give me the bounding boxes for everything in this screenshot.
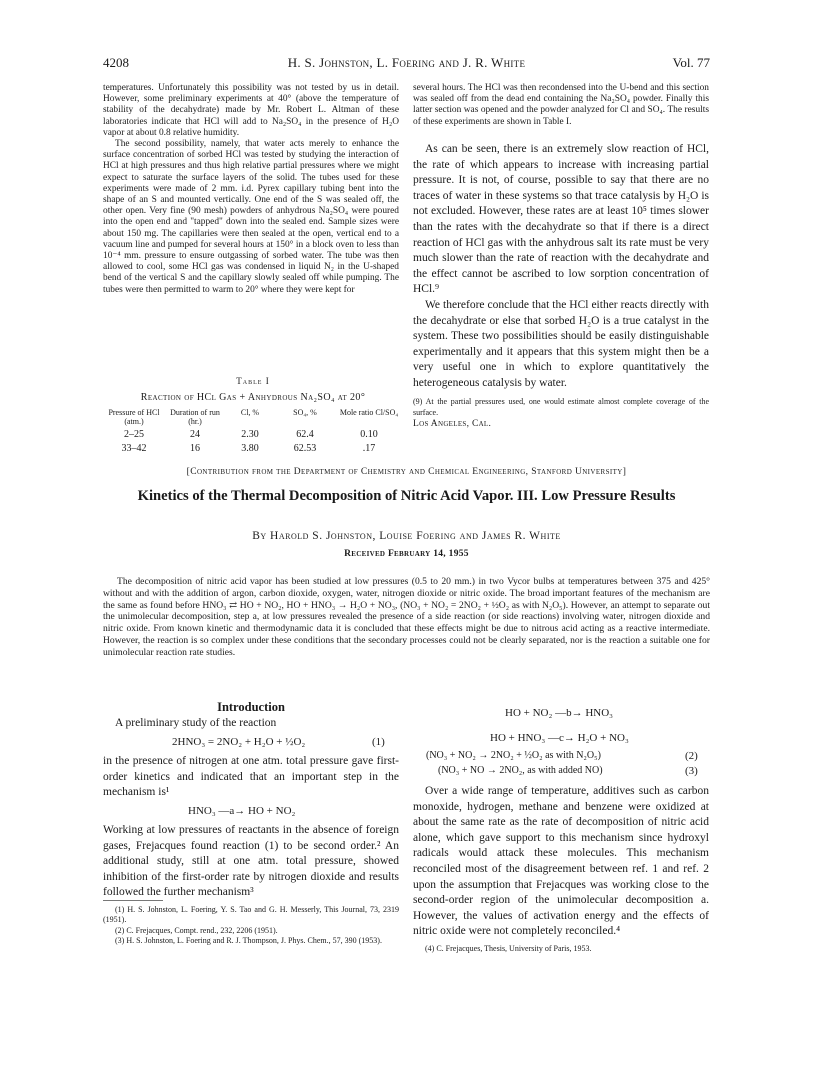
abstract: The decomposition of nitric acid vapor has been studied at low pressures (0.5 to 20 mm.) in two Vycor bulbs at temperatures between 375 and 425° without and with the addition of argon, carbon dioxide, oxygen, water, nitrogen dioxide or nitric oxide. The broad important features of the mechanism are the same as found before HNO₃ ⇄ HO + NO₂, HO + HNO₃ → H₂O + NO₃, (NO₃ + NO₂ = 2NO₂ + ½O₂ as with N₂O₅). However, an attempt to separate out the unimolecular decomposition, step a, at low pressures revealed the presence of a side reaction (or side reactions) involving water, nitrogen dioxide and nitric oxide. From known kinetic and thermodynamic data it is concluded that these effects might be due to nitrous acid acting as a reactive intermediate. However, the reaction is so complex under these conditions that the secondary processes could not be clearly separated, nor is the reaction a suitable one for unimolecular reaction rate studies. [103,576,710,658]
table-row [103,429,403,440]
paragraph: several hours. The HCl was then recondensed into the U-bend and this section was sealed off from the dead end containing the Na₂SO₄ powder. Finally this latter section was opened and the powder analyzed for Cl and SO₄. The results of these experiments are shown in Table I. [413,83,709,127]
volume-label: Vol. 77 [672,55,710,70]
table-cell: 33–42 [121,443,147,454]
equation-number: (2) [685,750,698,762]
footnote: (2) C. Frejacques, Compt. rend., 232, 2206 (1951). [115,925,278,935]
table-header-cell: Mole ratio Cl/SO₄ [339,408,399,417]
contribution-line: [Contribution from the Department of Chemistry and Chemical Engineering, Stanford University] [186,467,627,477]
right-column-body [413,142,709,392]
intro-lead [103,716,399,732]
table-row [103,443,403,454]
footnote: (4) C. Frejacques, Thesis, University of Paris, 1953. [425,944,592,953]
footnote: (1) H. S. Johnston, L. Foering, Y. S. Tao and G. H. Messerly, This Journal, 73, 2319 (1951). [103,905,399,925]
equation-3: (NO₃ + NO → 2NO₂, as with added NO) [438,765,603,776]
running-title: H. S. Johnston, L. Foering and J. R. White [287,55,526,70]
footnote: (9) At the partial pressures used, one would estimate almost complete coverage of the surface. [413,397,709,417]
intro-body-1 [103,754,399,801]
intro-body-2 [103,823,399,901]
article-title: Kinetics of the Thermal Decomposition of Nitric Acid Vapor. III. Low Pressure Results [137,488,676,504]
location-line: Los Angeles, Cal. [413,419,492,429]
author-line: By Harold S. Johnston, Louise Foering and James R. White [252,530,561,542]
equation-a: HNO₃ —a→ HO + NO₂ [188,805,296,817]
table-cell: 62.4 [296,429,314,440]
paragraph: Over a wide range of temperature, additives such as carbon monoxide, hydrogen, methane and benzene were oxidized at about the same rate as the rate of decomposition of nitric acid alone, which gave support to this mechanism since hydroxyl radicals would attack these molecules. This mechanism reconciled most of the disagreement between ref. 1 and ref. 2 upon the assumption that Frejacques was working close to the second-order region of the unimolecular decomposition a. However, the values of activation energy and the effects of nitric oxide were not completely reconciled.⁴ [413,785,709,938]
paragraph: The second possibility, namely, that water acts merely to enhance the surface concentration of sorbed HCl was tested by studying the interaction of HCl at high pressures and thus high relative partial pressures where we might expect to saturate the surface layers of the solid. The tubes used for these experiments were made of 2 mm. i.d. Pyrex capillary tubing bent into the shape of an S and mounted vertically. One end of the S was sealed off, the other open. Very fine (90 mesh) powders of anhydrous Na₂SO₄ were poured into the open end and "tapped" down into the sealed end. Sample sizes were about 150 mg. The capillaries were then sealed at the open, vertical end to a vacuum line and pumped for several hours at 150° in a block oven to less than 10⁻⁴ mm. pressure to ensure outgassing of sorbed water. The tube was then allowed to cool, some HCl gas was condensed in liquid N₂ in the U-shaped bend of the vertical S and the capillary slowly sealed off while pumping. The tubes were then permitted to warm to 20° where they were kept for [103,139,399,295]
paragraph: in the presence of nitrogen at one atm. total pressure gave first-order kinetics and indicated that an important step in the mechanism is¹ [103,755,399,799]
footnote: (3) H. S. Johnston, L. Foering and R. J. Thompson, J. Phys. Chem., 57, 390 (1953). [115,936,382,946]
table-cell: 24 [190,429,200,440]
section-heading: Introduction [217,700,285,714]
right-column-top [413,83,709,128]
intro-footnotes [103,905,399,947]
paragraph: A preliminary study of the reaction [115,717,277,729]
table-cell: 2.30 [241,429,259,440]
table-cell: .17 [362,443,376,454]
table-header-cell: SO₄, % [293,408,317,417]
paragraph: As can be seen, there is an extremely slow reaction of HCl, the rate of which appears to increase with increasing partial pressure. It is not, of course, possible to say that there are no traces of water in these systems so that trace catalysis by H₂O is not excluded. However, these rates are at least 10⁵ times slower than the rates with the decahydrate so that if there is a direct reaction of HCl gas with the anhydrous salt its rate must be very much slower than the rate of reaction with the decahydrate and the effect cannot be ascribed to low sorption concentration of HCl.⁹ [413,143,709,296]
footnote-rule [103,900,163,901]
table-cell: 16 [190,443,200,454]
table-subtitle: Reaction of HCl Gas + Anhydrous Na₂SO₄ at 20° [140,392,366,403]
table-cell: 3.80 [241,443,259,454]
table-1 [103,376,403,454]
paragraph: temperatures. Unfortunately this possibility was not tested by us in detail. However, some preliminary experiments at 40° (above the temperature of stability of the decahydrate) made by Mr. Robert L. Altman of these laboratories indicate that HCl will add to Na₂SO₄ in the presence of H₂O vapor at about 0.8 relative humidity. [103,83,399,138]
table-cell: 2–25 [124,429,144,440]
equation-2: (NO₃ + NO₂ → 2NO₂ + ½O₂ as with N₂O₅) [426,750,601,761]
table-cell: 62.53 [293,443,317,454]
equation-number: (1) [372,736,385,748]
right-footnotes [413,944,709,954]
equation-b: HO + NO₂ —b→ HNO₃ [505,707,613,719]
table-header-cell: Cl, % [240,408,260,417]
equation-1: 2HNO₃ = 2NO₂ + H₂O + ½O₂ [172,736,306,748]
paragraph: Working at low pressures of reactants in the absence of foreign gases, Frejacques found reaction (1) to be second order.² An additional study, still at one atm. total pressure, showed inhibition of the first-order rate by nitrogen dioxide and results followed the further mechanism³ [103,824,399,899]
page-header [103,55,710,73]
paragraph: We therefore conclude that the HCl either reacts directly with the decahydrate or else that sorbed H₂O is a true catalyst in the system. These two possibilities should be easily distinguishable experimentally and it appears that this system might then be a very useful one in which to explore quantitatively the heterogeneous catalysis by water. [413,298,709,389]
table-cell: 0.10 [360,429,378,440]
page-number: 4208 [103,55,129,70]
equation-c: HO + HNO₃ —c→ H₂O + NO₃ [490,732,629,744]
table-header-cell: Duration of run (hr.) [170,408,220,426]
table-header-row [103,408,403,426]
received-date: Received February 14, 1955 [344,549,469,559]
left-column-top [103,83,399,296]
equation-number: (3) [685,765,698,777]
table-header-cell: Pressure of HCl (atm.) [108,408,160,426]
right-column-bottom [413,784,709,940]
table-caption: Table I [236,376,270,386]
